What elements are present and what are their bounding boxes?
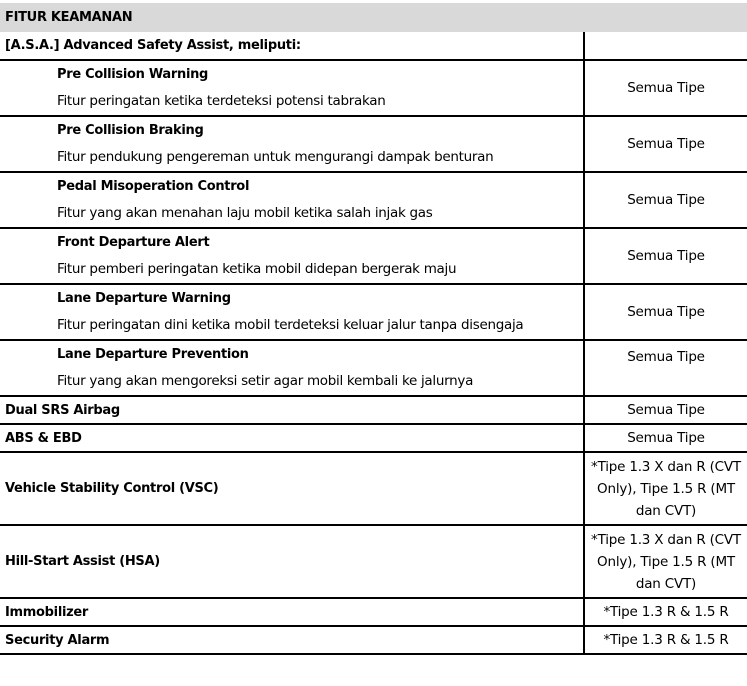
feature-name-cell <box>0 453 585 524</box>
sub-feature-name: Front Departure Alert <box>57 235 210 251</box>
asa-title: [A.S.A.] Advanced Safety Assist, meliputi: <box>5 38 301 53</box>
sub-feature-description: Fitur peringatan ketika terdeteksi potensi tabrakan <box>57 92 386 109</box>
feature-name: Vehicle Stability Control (VSC) <box>5 481 219 496</box>
sub-feature-row <box>0 173 747 229</box>
feature-row <box>0 627 747 655</box>
feature-name-cell <box>0 117 585 171</box>
sub-feature-name: Lane Departure Warning <box>57 291 231 307</box>
availability-cell: Semua Tipe <box>627 430 705 446</box>
sub-feature-name: Lane Departure Prevention <box>57 347 249 363</box>
section-header <box>0 3 747 32</box>
feature-name-cell <box>0 173 585 227</box>
sub-feature-row <box>0 341 747 397</box>
availability-cell: Semua Tipe <box>627 192 705 208</box>
sub-feature-row <box>0 229 747 285</box>
sub-feature-name: Pedal Misoperation Control <box>57 179 250 195</box>
feature-row <box>0 397 747 425</box>
feature-name-cell <box>0 627 585 653</box>
availability-cell: Semua Tipe <box>627 136 705 152</box>
safety-features-table <box>0 3 747 655</box>
sub-feature-description: Fitur pemberi peringatan ketika mobil didepan bergerak maju <box>57 260 457 277</box>
availability-cell: *Tipe 1.3 X dan R (CVT Only), Tipe 1.5 R (MT dan CVT) <box>591 458 741 519</box>
feature-row <box>0 453 747 526</box>
sub-feature-description: Fitur yang akan menahan laju mobil ketika salah injak gas <box>57 204 433 221</box>
feature-name: Security Alarm <box>5 632 110 648</box>
availability-cell <box>585 32 747 59</box>
sub-feature-row <box>0 285 747 341</box>
feature-name-cell <box>0 61 585 115</box>
feature-name-cell <box>0 425 585 451</box>
feature-name: Immobilizer <box>5 604 89 620</box>
sub-feature-name: Pre Collision Braking <box>57 123 204 139</box>
availability-cell: *Tipe 1.3 X dan R (CVT Only), Tipe 1.5 R (MT dan CVT) <box>591 531 741 592</box>
sub-feature-name: Pre Collision Warning <box>57 67 209 83</box>
sub-feature-description: Fitur yang akan mengoreksi setir agar mobil kembali ke jalurnya <box>57 372 474 389</box>
availability-cell: Semua Tipe <box>627 304 705 320</box>
feature-name-cell <box>0 32 585 59</box>
feature-name-cell <box>0 229 585 283</box>
availability-cell: *Tipe 1.3 R & 1.5 R <box>603 604 729 620</box>
feature-name-cell <box>0 397 585 423</box>
availability-cell: Semua Tipe <box>627 402 705 418</box>
feature-name-cell <box>0 599 585 625</box>
feature-name: Dual SRS Airbag <box>5 402 120 418</box>
sub-feature-row <box>0 117 747 173</box>
sub-feature-row <box>0 61 747 117</box>
availability-cell: Semua Tipe <box>627 349 705 365</box>
feature-name-cell <box>0 526 585 597</box>
feature-row <box>0 599 747 627</box>
feature-name: ABS & EBD <box>5 430 82 446</box>
section-title: FITUR KEAMANAN <box>5 10 133 25</box>
feature-name-cell <box>0 285 585 339</box>
availability-cell: *Tipe 1.3 R & 1.5 R <box>603 632 729 648</box>
availability-cell: Semua Tipe <box>627 80 705 96</box>
feature-name-cell <box>0 341 585 395</box>
sub-feature-description: Fitur peringatan dini ketika mobil terdeteksi keluar jalur tanpa disengaja <box>57 316 524 333</box>
asa-row <box>0 32 747 61</box>
sub-feature-description: Fitur pendukung pengereman untuk mengurangi dampak benturan <box>57 148 494 165</box>
feature-row <box>0 526 747 599</box>
availability-cell: Semua Tipe <box>627 248 705 264</box>
feature-row <box>0 425 747 453</box>
feature-name: Hill-Start Assist (HSA) <box>5 554 160 569</box>
